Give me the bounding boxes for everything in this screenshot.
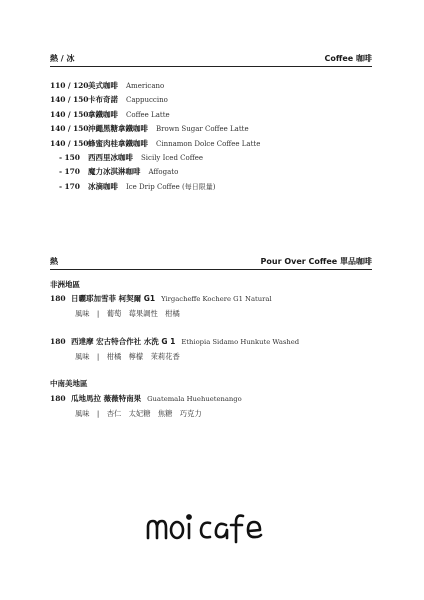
menu-item-zh: 西西里冰咖啡 (88, 152, 133, 162)
bean-item-sidamo (50, 336, 380, 362)
menu-item-price: 140 / 150 (50, 138, 89, 148)
flavor-note: 莓果調性 (128, 309, 158, 318)
bean-flavor-notes (75, 309, 380, 319)
menu-item-price: - 150 (59, 152, 80, 162)
flavor-note: 太妃糖 (128, 409, 151, 418)
bean-item-yirgacheffe (50, 293, 380, 319)
menu-item-price: 110 / 120 (50, 81, 89, 90)
bean-zh: 瓜地馬拉 薇薇特南果 (71, 394, 142, 403)
coffee-temp-label: 熱 / 冰 (50, 54, 75, 63)
flavor-note: 檸檬 (128, 352, 144, 361)
menu-item-latte (50, 109, 380, 123)
flavor-divider: | (96, 352, 100, 361)
moi-cafe-logo (140, 508, 280, 548)
menu-item-cinnamon-latte (50, 138, 380, 152)
flavor-label: 風味 (75, 352, 90, 361)
coffee-menu-list (50, 80, 380, 195)
menu-item-en: Cinnamon Dolce Coffee Latte (156, 139, 261, 148)
menu-item-cappuccino (50, 94, 380, 108)
menu-item-price: 140 / 150 (50, 95, 89, 105)
bean-en: Ethiopia Sidamo Hunkute Washed (181, 338, 300, 346)
bean-price: 180 (50, 394, 66, 403)
menu-item-zh: 美式咖啡 (88, 81, 118, 90)
flavor-note: 焦糖 (157, 409, 173, 418)
bean-flavor-notes (75, 352, 380, 362)
menu-item-zh: 沖繩黑糖拿鐵咖啡 (88, 124, 148, 134)
region-central-south-america: 中南美地區 (50, 379, 88, 388)
menu-item-zh: 蜂蜜肉桂拿鐵咖啡 (88, 138, 148, 148)
menu-item-zh: 拿鐵咖啡 (88, 109, 118, 119)
menu-item-en: Americano (126, 82, 165, 90)
coffee-section-title: Coffee 咖啡 (324, 54, 372, 63)
menu-item-price: 140 / 150 (50, 109, 89, 119)
bean-zh: 日曬耶加雪菲 柯契爾 G1 (71, 294, 156, 303)
flavor-note: 巧克力 (179, 409, 202, 418)
menu-item-en: Cappuccino (126, 96, 168, 105)
menu-item-zh: 冰滴咖啡 (88, 181, 118, 191)
pourover-section-title: Pour Over Coffee 單品咖啡 (260, 257, 372, 266)
menu-item-sicily-iced (50, 152, 380, 166)
coffee-section-header (50, 53, 372, 67)
flavor-label: 風味 (75, 309, 90, 318)
menu-item-zh: 魔力冰淇淋咖啡 (88, 167, 141, 177)
flavor-note: 杏仁 (106, 409, 122, 418)
bean-price: 180 (50, 337, 66, 346)
pourover-section-header (50, 256, 372, 270)
menu-item-en: Brown Sugar Coffee Latte (156, 125, 249, 134)
menu-item-en: Affogato (148, 168, 179, 177)
bean-zh: 西達摩 宏古特合作社 水洗 G 1 (71, 337, 176, 346)
flavor-note: 茉莉花香 (150, 352, 180, 361)
menu-item-brown-sugar-latte (50, 123, 380, 137)
flavor-divider: | (96, 309, 100, 318)
flavor-note: 柑橘 (106, 352, 122, 361)
pourover-temp-label: 熱 (50, 257, 58, 266)
bean-en: Guatemala Huehuetenango (147, 395, 242, 403)
flavor-note: 葡萄 (106, 309, 122, 318)
menu-item-en: Sicily Iced Coffee (141, 153, 203, 162)
menu-item-americano (50, 80, 380, 94)
bean-item-guatemala (50, 393, 380, 419)
menu-item-price: - 170 (59, 167, 80, 177)
menu-item-en: Coffee Latte (126, 110, 170, 119)
bean-flavor-notes (75, 409, 380, 419)
flavor-divider: | (96, 409, 100, 418)
menu-item-price: 140 / 150 (50, 124, 89, 134)
menu-item-en: Ice Drip Coffee (每日限量) (126, 182, 216, 191)
bean-price: 180 (50, 294, 66, 303)
menu-item-ice-drip (50, 181, 380, 195)
menu-item-price: - 170 (59, 181, 80, 191)
flavor-note: 柑橘 (165, 309, 180, 318)
menu-item-zh: 卡布奇諾 (88, 95, 118, 105)
region-africa: 非洲地區 (50, 280, 80, 289)
menu-item-affogato (50, 166, 380, 180)
flavor-label: 風味 (75, 409, 90, 418)
bean-en: Yirgacheffe Kochere G1 Natural (161, 295, 272, 303)
